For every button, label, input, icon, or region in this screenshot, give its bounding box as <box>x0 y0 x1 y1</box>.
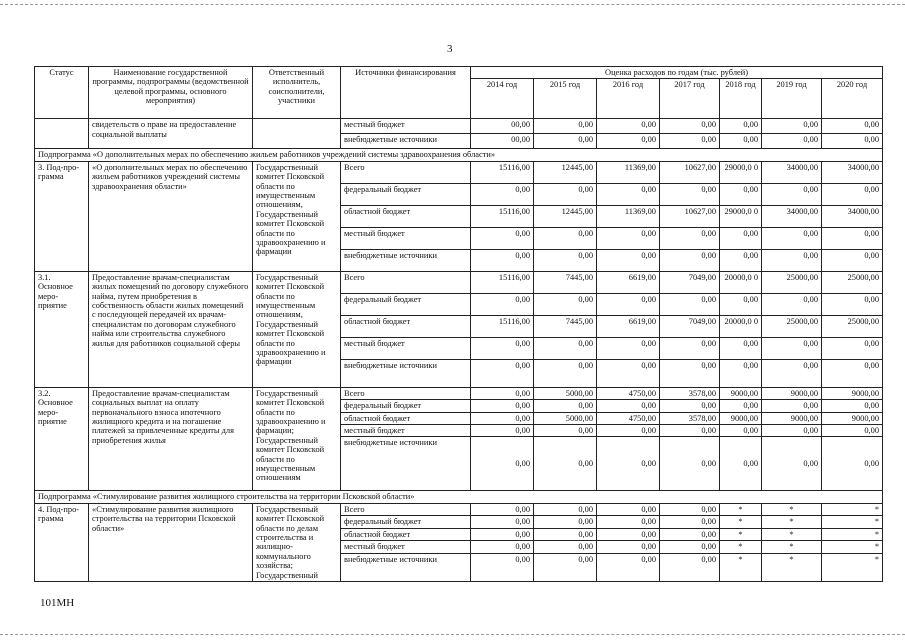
value-cell: 0,00 <box>534 528 597 541</box>
value-cell: 0,00 <box>762 425 822 437</box>
status-cell: 3.2. Основное меро-приятие <box>35 387 89 491</box>
header-sources: Источники финансирования <box>341 67 471 119</box>
value-cell: 0,00 <box>822 183 883 205</box>
value-cell: 00,00 <box>471 119 534 134</box>
value-cell: 29000,0 0 <box>720 205 762 227</box>
table-row <box>35 161 883 183</box>
value-cell: 25000,00 <box>822 271 883 293</box>
header-year: 2015 год <box>534 79 597 119</box>
header-year: 2019 год <box>762 79 822 119</box>
value-cell: 0,00 <box>597 293 660 315</box>
value-cell: 20000,0 0 <box>720 271 762 293</box>
value-cell: 0,00 <box>660 528 720 541</box>
value-cell: 11369,00 <box>597 205 660 227</box>
value-cell: 0,00 <box>762 359 822 387</box>
value-cell: 0,00 <box>471 425 534 437</box>
value-cell: 15116,00 <box>471 315 534 337</box>
value-cell: 0,00 <box>597 425 660 437</box>
table-row <box>35 503 883 516</box>
value-cell: 0,00 <box>597 134 660 149</box>
value-cell: 0,00 <box>660 503 720 516</box>
value-cell: 0,00 <box>534 119 597 134</box>
source-cell: местный бюджет <box>341 541 471 554</box>
source-cell: областной бюджет <box>341 412 471 424</box>
value-cell: 0,00 <box>660 293 720 315</box>
value-cell: 0,00 <box>762 249 822 271</box>
value-cell: 0,00 <box>597 249 660 271</box>
value-cell: 0,00 <box>720 227 762 249</box>
value-cell: 0,00 <box>762 134 822 149</box>
value-cell: 0,00 <box>534 337 597 359</box>
value-cell: 0,00 <box>597 553 660 581</box>
value-cell: 0,00 <box>660 516 720 529</box>
value-cell: 0,00 <box>822 437 883 491</box>
value-cell: 0,00 <box>534 134 597 149</box>
table-row <box>35 271 883 293</box>
responsible-cell: Государственный комитет Псковской области по имущественным отношениям, Государственный комитет Псковской области по здравоохранению и фармации <box>253 161 341 271</box>
value-cell: 20000,0 0 <box>720 315 762 337</box>
status-cell: 3. Под-про-грамма <box>35 161 89 271</box>
value-cell: 0,00 <box>471 387 534 399</box>
value-cell: 0,00 <box>822 293 883 315</box>
source-cell: местный бюджет <box>341 227 471 249</box>
header-year: 2018 год <box>720 79 762 119</box>
value-cell: 0,00 <box>534 553 597 581</box>
budget-table <box>34 66 883 582</box>
value-cell: 12445,00 <box>534 205 597 227</box>
value-cell: 0,00 <box>471 437 534 491</box>
value-cell: 0,00 <box>471 412 534 424</box>
value-cell: 0,00 <box>597 541 660 554</box>
value-cell: 0,00 <box>534 400 597 412</box>
value-cell: 0,00 <box>762 183 822 205</box>
value-cell: 4750,00 <box>597 387 660 399</box>
value-cell: 0,00 <box>660 227 720 249</box>
value-cell: 0,00 <box>660 183 720 205</box>
responsible-cell: Государственный комитет Псковской области по имущественным отношениям, Государственный комитет Псковской области по здравоохранению и фармации <box>253 271 341 387</box>
value-cell: 0,00 <box>597 516 660 529</box>
value-cell: 0,00 <box>534 359 597 387</box>
value-cell: 0,00 <box>720 249 762 271</box>
value-cell: 7445,00 <box>534 315 597 337</box>
value-cell: 3578,00 <box>660 412 720 424</box>
responsible-cell: Государственный комитет Псковской области по здравоохранению и фармации; Государственный комитет Псковской области по имущественным отношениям <box>253 387 341 491</box>
value-cell: 0,00 <box>471 400 534 412</box>
value-cell: 9000,00 <box>762 412 822 424</box>
value-cell: 0,00 <box>660 119 720 134</box>
value-cell: * <box>762 541 822 554</box>
value-cell: 0,00 <box>471 503 534 516</box>
value-cell: * <box>822 528 883 541</box>
source-cell: федеральный бюджет <box>341 293 471 315</box>
value-cell: 0,00 <box>471 227 534 249</box>
header-estimate: Оценка расходов по годам (тыс. рублей) <box>471 67 883 79</box>
value-cell: * <box>762 503 822 516</box>
value-cell: 0,00 <box>762 337 822 359</box>
value-cell: 15116,00 <box>471 271 534 293</box>
value-cell: 0,00 <box>720 293 762 315</box>
value-cell: 0,00 <box>660 249 720 271</box>
table-row <box>35 119 883 134</box>
scan-edge-bottom <box>0 634 905 635</box>
value-cell: 0,00 <box>660 337 720 359</box>
value-cell: 34000,00 <box>762 161 822 183</box>
source-cell: областной бюджет <box>341 205 471 227</box>
value-cell: 0,00 <box>660 437 720 491</box>
value-cell: 0,00 <box>822 425 883 437</box>
value-cell: 9000,00 <box>822 412 883 424</box>
responsible-cell <box>253 119 341 149</box>
value-cell: 0,00 <box>534 249 597 271</box>
value-cell: 3578,00 <box>660 387 720 399</box>
value-cell: 0,00 <box>720 134 762 149</box>
value-cell: 5000,00 <box>534 412 597 424</box>
value-cell: * <box>822 516 883 529</box>
value-cell: 0,00 <box>822 337 883 359</box>
name-cell: Предоставление врачам-специалистам социальных выплат на оплату первоначального взноса ипотечного жилищного кредита и на погашение платежей за привлеченные кредиты для приобретения жилья <box>89 387 253 491</box>
header-status: Статус <box>35 67 89 119</box>
name-cell: «О дополнительных мерах по обеспечению жильем работников учреждений системы здравоохранения области» <box>89 161 253 271</box>
value-cell: 0,00 <box>597 528 660 541</box>
value-cell: 25000,00 <box>762 271 822 293</box>
value-cell: 12445,00 <box>534 161 597 183</box>
value-cell: 0,00 <box>762 400 822 412</box>
value-cell: 0,00 <box>720 183 762 205</box>
value-cell: 0,00 <box>762 119 822 134</box>
source-cell: внебюджетные источники <box>341 134 471 149</box>
source-cell: областной бюджет <box>341 315 471 337</box>
section-title: Подпрограмма «Стимулирование развития жилищного строительства на территории Псковской области» <box>35 491 883 503</box>
value-cell: 0,00 <box>597 337 660 359</box>
value-cell: * <box>720 528 762 541</box>
value-cell: 0,00 <box>660 425 720 437</box>
value-cell: 7445,00 <box>534 271 597 293</box>
value-cell: 0,00 <box>762 227 822 249</box>
value-cell: 0,00 <box>471 528 534 541</box>
source-cell: областной бюджет <box>341 528 471 541</box>
value-cell: 0,00 <box>720 337 762 359</box>
source-cell: Всего <box>341 271 471 293</box>
value-cell: 0,00 <box>660 553 720 581</box>
value-cell: * <box>822 553 883 581</box>
table-row <box>35 387 883 399</box>
value-cell: 0,00 <box>534 516 597 529</box>
section-row <box>35 491 883 503</box>
source-cell: внебюджетные источники <box>341 437 471 491</box>
value-cell: * <box>720 516 762 529</box>
value-cell: 0,00 <box>720 359 762 387</box>
name-cell: Предоставление врачам-специалистам жилых помещений по договору служебного найма, путем приобретения в собственность области жилых помещений с последующей передачей их врачам-специалистам по договорам служебного найма или строительства служебного жилья для работников социальной сферы <box>89 271 253 387</box>
value-cell: 34000,00 <box>822 161 883 183</box>
value-cell: 34000,00 <box>762 205 822 227</box>
value-cell: 29000,0 0 <box>720 161 762 183</box>
status-cell: 4. Под-про-грамма <box>35 503 89 581</box>
value-cell: * <box>720 503 762 516</box>
value-cell: 00,00 <box>471 134 534 149</box>
value-cell: 0,00 <box>660 359 720 387</box>
source-cell: местный бюджет <box>341 425 471 437</box>
value-cell: 0,00 <box>471 359 534 387</box>
value-cell: 7049,00 <box>660 271 720 293</box>
section-title: Подпрограмма «О дополнительных мерах по обеспечению жильем работников учреждений системы здравоохранения области» <box>35 149 883 161</box>
source-cell: внебюджетные источники <box>341 359 471 387</box>
value-cell: 6619,00 <box>597 315 660 337</box>
value-cell: 0,00 <box>597 437 660 491</box>
value-cell: 0,00 <box>720 400 762 412</box>
value-cell: 0,00 <box>534 183 597 205</box>
value-cell: 0,00 <box>597 359 660 387</box>
value-cell: * <box>762 553 822 581</box>
value-cell: 0,00 <box>720 425 762 437</box>
header-year: 2017 год <box>660 79 720 119</box>
header-responsible: Ответственный исполнитель, соисполнители, участники <box>253 67 341 119</box>
value-cell: 0,00 <box>822 119 883 134</box>
source-cell: федеральный бюджет <box>341 183 471 205</box>
value-cell: 9000,00 <box>762 387 822 399</box>
value-cell: 0,00 <box>471 183 534 205</box>
value-cell: * <box>720 553 762 581</box>
value-cell: 0,00 <box>822 359 883 387</box>
value-cell: 25000,00 <box>822 315 883 337</box>
page-number: 3 <box>447 43 453 55</box>
value-cell: 15116,00 <box>471 161 534 183</box>
value-cell: 0,00 <box>471 541 534 554</box>
value-cell: 0,00 <box>660 400 720 412</box>
source-cell: Всего <box>341 503 471 516</box>
value-cell: * <box>720 541 762 554</box>
value-cell: 7049,00 <box>660 315 720 337</box>
header-name: Наименование государственной программы, подпрограммы (ведомственной целевой программы, основного мероприятия) <box>89 67 253 119</box>
value-cell: 5000,00 <box>534 387 597 399</box>
value-cell: 0,00 <box>534 503 597 516</box>
value-cell: 0,00 <box>597 503 660 516</box>
footer-code: 101МН <box>40 597 75 609</box>
value-cell: 10627,00 <box>660 205 720 227</box>
value-cell: 10627,00 <box>660 161 720 183</box>
value-cell: 0,00 <box>534 227 597 249</box>
value-cell: 25000,00 <box>762 315 822 337</box>
value-cell: 34000,00 <box>822 205 883 227</box>
header-year: 2020 год <box>822 79 883 119</box>
name-cell: «Стимулирование развития жилищного строительства на территории Псковской области» <box>89 503 253 581</box>
value-cell: 0,00 <box>534 425 597 437</box>
value-cell: * <box>762 528 822 541</box>
value-cell: 0,00 <box>822 134 883 149</box>
value-cell: 4750,00 <box>597 412 660 424</box>
scan-edge-top <box>0 4 905 5</box>
header-year: 2016 год <box>597 79 660 119</box>
section-row <box>35 149 883 161</box>
value-cell: 0,00 <box>534 437 597 491</box>
status-cell: 3.1. Основное меро-приятие <box>35 271 89 387</box>
source-cell: местный бюджет <box>341 337 471 359</box>
value-cell: * <box>822 503 883 516</box>
value-cell: 15116,00 <box>471 205 534 227</box>
value-cell: 0,00 <box>471 553 534 581</box>
value-cell: 0,00 <box>597 227 660 249</box>
value-cell: 0,00 <box>471 249 534 271</box>
source-cell: федеральный бюджет <box>341 400 471 412</box>
value-cell: 9000,00 <box>822 387 883 399</box>
value-cell: 0,00 <box>822 400 883 412</box>
value-cell: 9000,00 <box>720 412 762 424</box>
source-cell: Всего <box>341 387 471 399</box>
value-cell: 0,00 <box>822 227 883 249</box>
responsible-cell: Государственный комитет Псковской области по делам строительства и жилищно-коммунального хозяйства; Государственный <box>253 503 341 581</box>
value-cell: 0,00 <box>471 337 534 359</box>
value-cell: 0,00 <box>597 119 660 134</box>
value-cell: 11369,00 <box>597 161 660 183</box>
source-cell: внебюджетные источники <box>341 553 471 581</box>
value-cell: 0,00 <box>597 183 660 205</box>
value-cell: 0,00 <box>471 293 534 315</box>
header-year: 2014 год <box>471 79 534 119</box>
name-cell: свидетельств о праве на предоставление социальной выплаты <box>89 119 253 149</box>
status-cell <box>35 119 89 149</box>
value-cell: 0,00 <box>660 134 720 149</box>
value-cell: 0,00 <box>534 541 597 554</box>
value-cell: 0,00 <box>720 437 762 491</box>
source-cell: местный бюджет <box>341 119 471 134</box>
value-cell: 0,00 <box>597 400 660 412</box>
source-cell: внебюджетные источники <box>341 249 471 271</box>
value-cell: 0,00 <box>720 119 762 134</box>
value-cell: 6619,00 <box>597 271 660 293</box>
source-cell: Всего <box>341 161 471 183</box>
value-cell: 0,00 <box>822 249 883 271</box>
value-cell: 0,00 <box>471 516 534 529</box>
value-cell: 0,00 <box>762 293 822 315</box>
value-cell: * <box>762 516 822 529</box>
value-cell: 0,00 <box>660 541 720 554</box>
value-cell: 9000,00 <box>720 387 762 399</box>
value-cell: * <box>822 541 883 554</box>
source-cell: федеральный бюджет <box>341 516 471 529</box>
value-cell: 0,00 <box>762 437 822 491</box>
value-cell: 0,00 <box>534 293 597 315</box>
